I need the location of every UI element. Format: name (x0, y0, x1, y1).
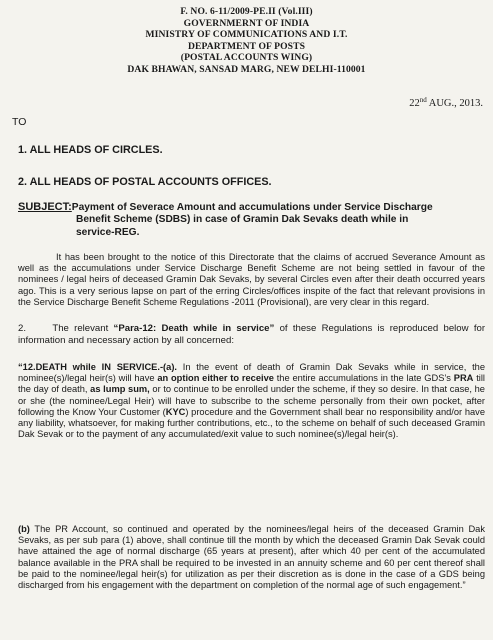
date-suffix: nd (419, 96, 427, 104)
subject-line-2: Benefit Scheme (SDBS) in case of Gramin Dak Sevaks death while in (76, 214, 409, 226)
department-name: DEPARTMENT OF POSTS (187, 40, 306, 52)
sub-para-b-heading: (b) (18, 524, 30, 534)
subject-line-1: Payment of Severace Amount and accumulations under Service Discharge (71, 202, 433, 213)
para-12-text-1: In the event of death of Gramin Dak Sevaks while in service, the nominee(s)/legal heir(s) will have (18, 362, 485, 384)
subject-line-3: service-REG. (76, 226, 140, 238)
para-12-bold-pra: PRA (453, 373, 474, 384)
paragraph-2-text-b: of these Regulations is reproduced below for information and necessary action by all concerned: (18, 323, 486, 346)
subject-block (18, 201, 486, 239)
addressee-1: 1. ALL HEADS OF CIRCLES. (18, 144, 163, 156)
para-12-text-2: the entire accumulations in the late GDS’s (273, 373, 454, 384)
paragraph-2-bold: “Para-12: Death while in service” (113, 323, 275, 334)
date-day: 22 (409, 98, 420, 109)
ministry-name: MINISTRY OF COMMUNICATIONS AND I.T. (145, 29, 348, 41)
para-12-bold-option: an option either to receive (157, 373, 274, 384)
letter-date (409, 96, 483, 109)
file-number: F. NO. 6-11/2009-PE.II (Vol.III) (180, 6, 313, 17)
addressee-2: 2. ALL HEADS OF POSTAL ACCOUNTS OFFICES. (18, 176, 272, 188)
para-12-bold-kyc: KYC (165, 406, 186, 417)
wing-name: (POSTAL ACCOUNTS WING) (180, 52, 313, 64)
date-rest: AUG., 2013. (426, 98, 483, 109)
sub-para-b-text: The PR Account, so continued and operated by the nominees/legal heirs of the deceased Gramin Dak Sevaks, as per sub para (1) above, shall continue till the month by which the deceased Gramin Dak Sevak could have attained the age of normal discharge (65 years at present), after which 40 per cent of the accumulated balance available in the PRA shall be required to be invested in an annuity scheme and 60 per cent thereof shall be paid to the nominee/legal heir(s) for utilization as per their discretion as is done in the case of a GDS being discharged from his engagement with the department on completion of the normal age of such engagement.” (18, 524, 485, 591)
para-12-text-4: or to continue to be enrolled under the scheme, if they so desire. In that case, he or she (the nominee/Legal Heir) will have to subscribe to the scheme personally from their own pocket, after following the Know Your Customer ( (18, 384, 485, 417)
paragraph-2-text-a: The relevant (52, 323, 114, 334)
subject-label: SUBJECT: (18, 201, 72, 213)
paragraph-2 (18, 323, 485, 347)
paragraph-2-number: 2. (18, 323, 27, 334)
office-address: DAK BHAWAN, SANSAD MARG, NEW DELHI-110001 (127, 63, 366, 75)
paragraph-1: It has been brought to the notice of this Directorate that the claims of accrued Severance Amount as well as the accumulations under Service Discharge Benefit Scheme are not being settled in favour of the nominees / legal heirs of deceased Gramin Dak Sevaks, by several Circles even after their death occurred years ago. This is a very serious lapse on part of the erring Circles/offices inspite of the fact that relevant provisions in the Service Discharge Benefit Scheme Regulations -2011 (Provisional), are very clear in this regard. (18, 252, 485, 307)
to-label: TO (12, 116, 27, 128)
para-12-heading: “12.DEATH while IN SERVICE.-(a). (18, 362, 178, 372)
para-12-text-3: till the day of death, (18, 373, 485, 395)
para-12-bold-lumpsum: as lump sum, (90, 384, 150, 395)
para-12-text-5: ) procedure and the Government shall bear no responsibility and/or have any liability, whatsoever, for making further contributions, etc., to the scheme on behalf of such deceased Gramin Dak Sevak or to the payment of any accumulated/exit value to such nominee(s)/legal heir(s). (18, 406, 485, 440)
paragraph-4 (18, 524, 485, 591)
paragraph-3 (18, 362, 485, 440)
letterhead (0, 6, 493, 76)
government-name: GOVERNMERNT OF INDIA (183, 17, 310, 29)
